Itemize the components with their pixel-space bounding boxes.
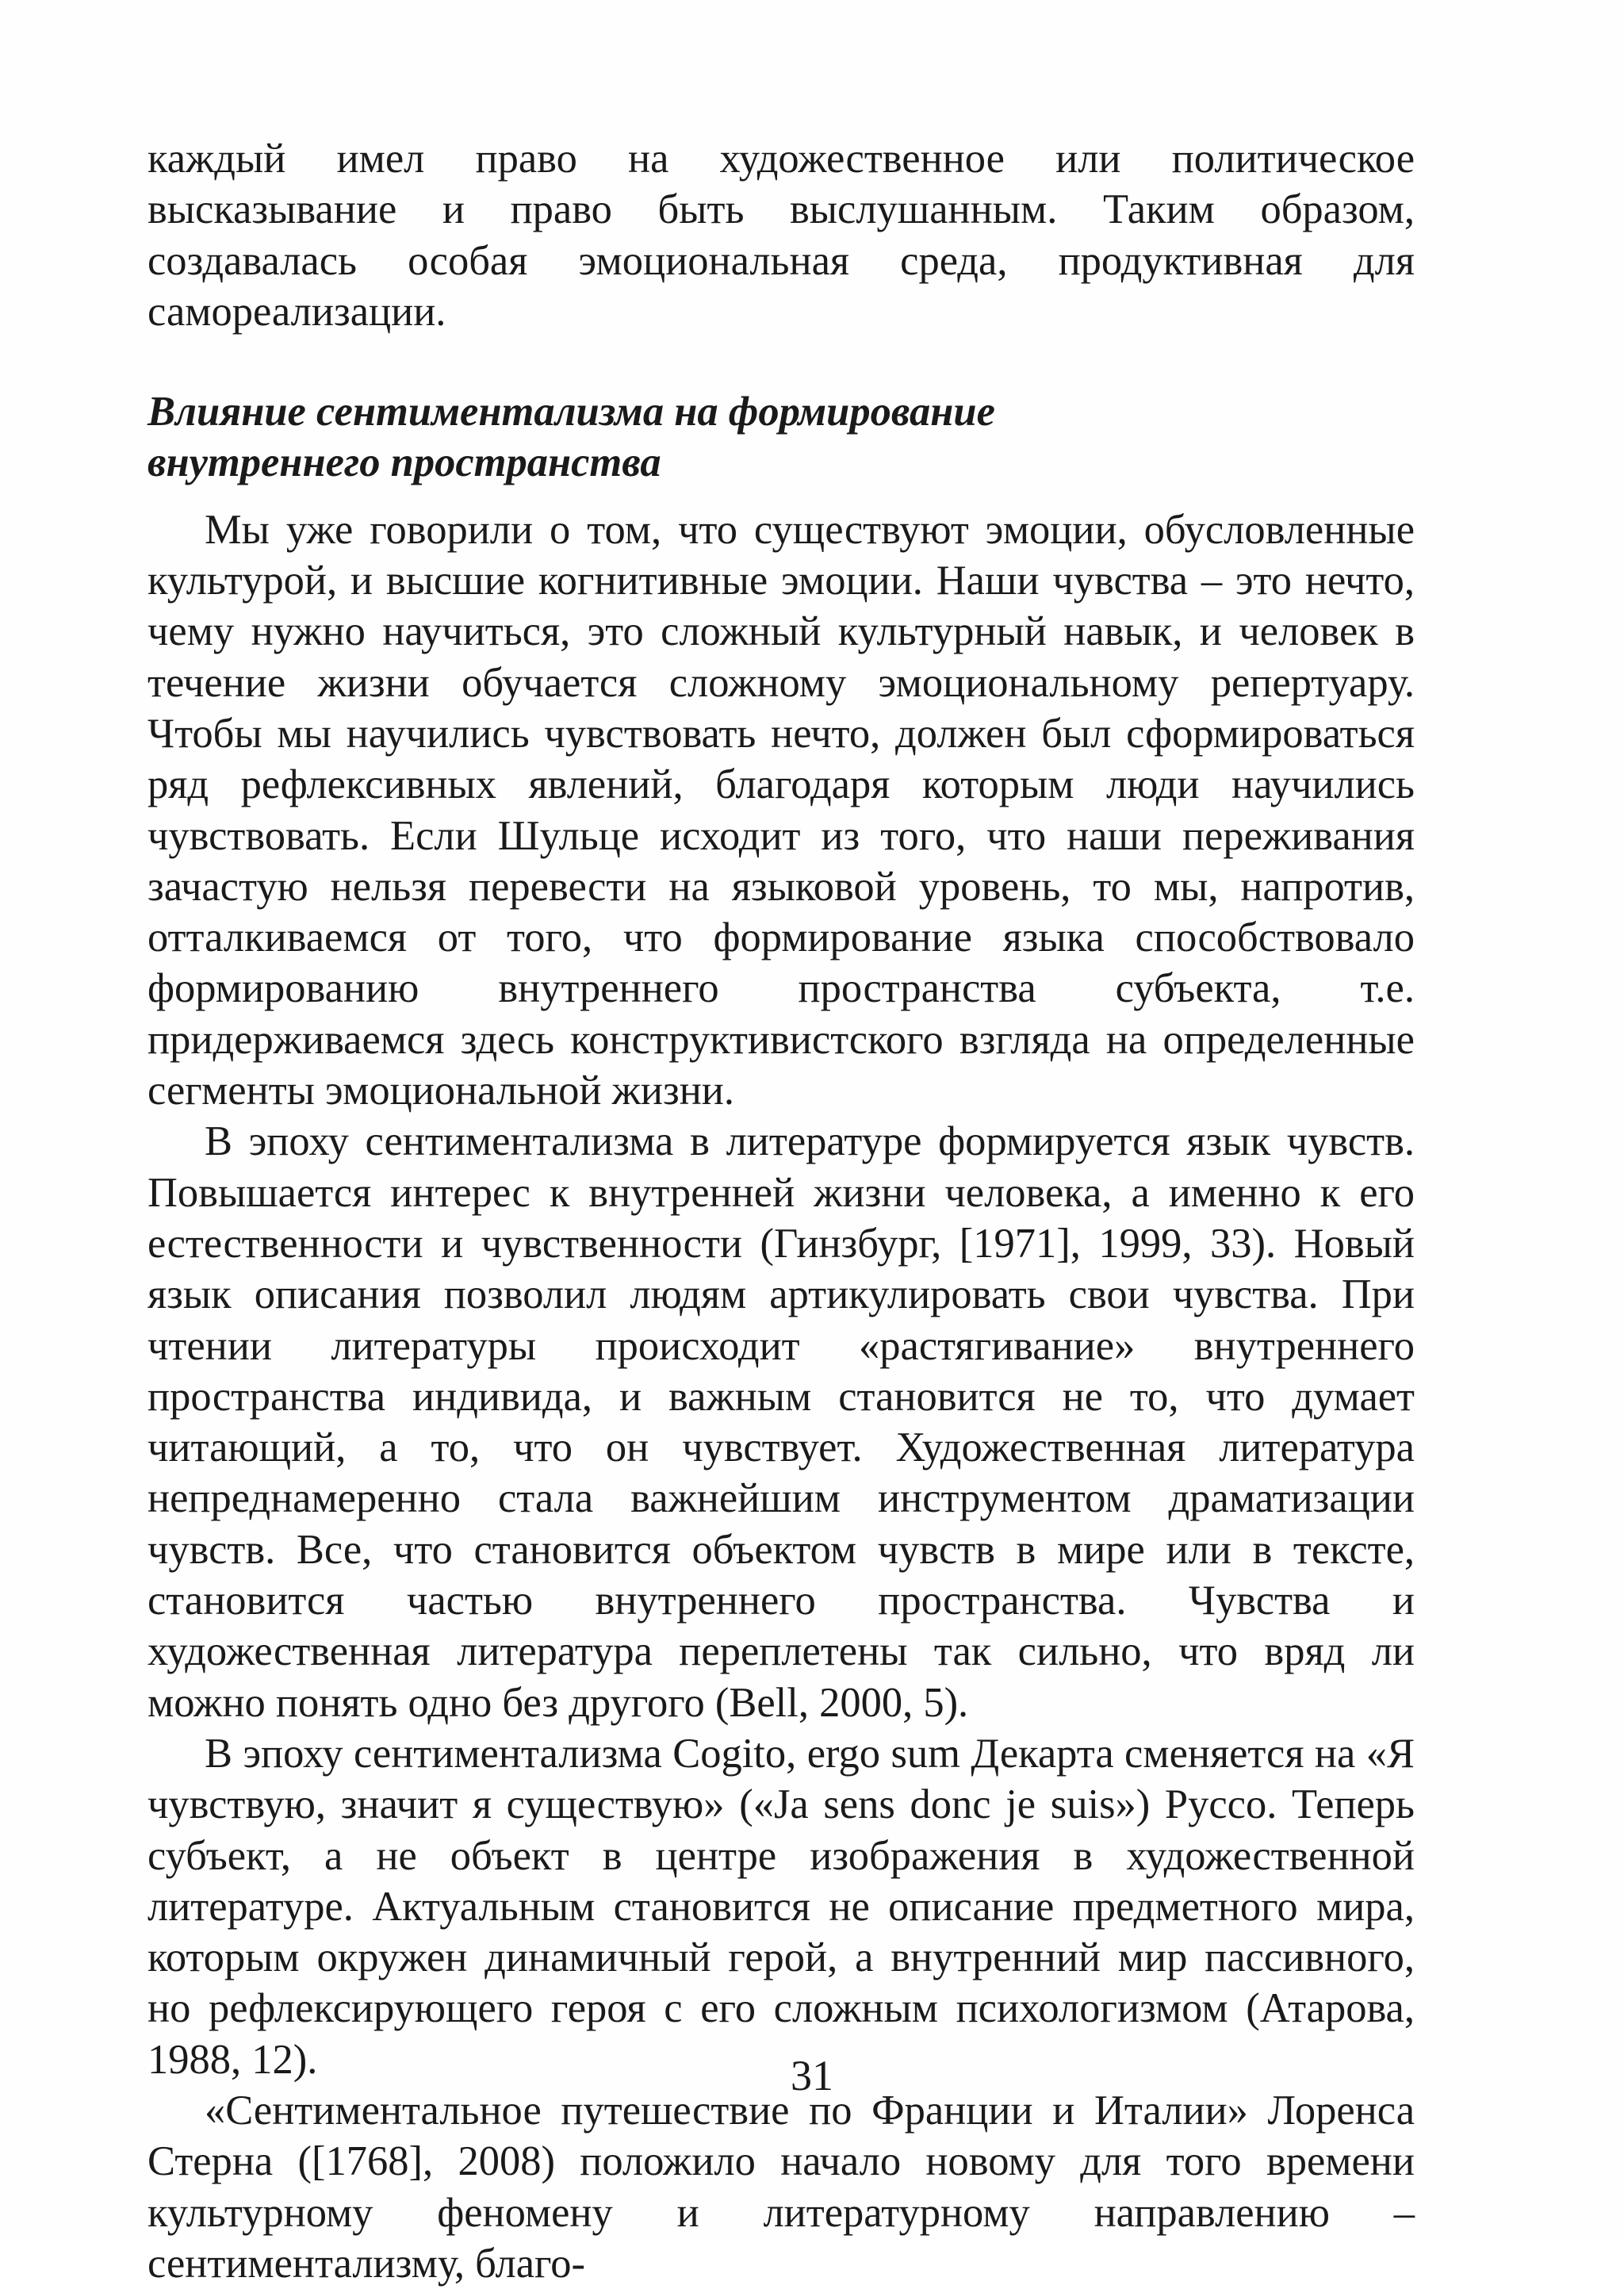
paragraph-1: Мы уже говорили о том, что существуют эмоции, обусловленные культурой, и высшие когнитивные эмоции. Наши чувства – это нечто, чему нужно научиться, это сложный культурный навык, и человек в течение жизни обучается сложному эмоциональному репертуару. Чтобы мы научились чувствовать нечто, должен был сформироваться ряд рефлексивных явлений, благодаря которым люди научились чувствовать. Если Шульце исходит из того, что наши переживания зачастую нельзя перевести на языковой уровень, то мы, напротив, отталкиваемся от того, что формирование языка способствовало формированию внутреннего пространства субъекта, т.е. придерживаемся здесь конструктивистского взгляда на определенные сегменты эмоциональной жизни. bbox=[147, 506, 1415, 1114]
section-heading-line-1: Влияние сентиментализма на формирование bbox=[147, 389, 995, 435]
paragraph-2: В эпоху сентиментализма в литературе формируется язык чувств. Повышается интерес к внутренней жизни человека, а именно к его естественности и чувственности (Гинзбург, [1971], 1999, 33). Новый язык описания позволил людям артикулировать свои чувства. При чтении литературы происходит «растягивание» внутреннего пространства индивида, и важным становится не то, что думает читающий, а то, что он чувствует. Художественная литература непреднамеренно стала важнейшим инструментом драматизации чувств. Все, что становится объектом чувств в мире или в тексте, становится частью внутреннего пространства. Чувства и художественная литература переплетены так сильно, что вряд ли можно понять одно без другого (Bell, 2000, 5). bbox=[147, 1118, 1415, 1726]
paragraph-4: «Сентиментальное путешествие по Франции и Италии» Лоренса Стерна ([1768], 2008) положило начало новому для того времени культурному феномену и литературному направлению – сентиментализму, благо- bbox=[147, 2087, 1415, 2287]
section-heading bbox=[147, 386, 1415, 489]
page-number: 31 bbox=[791, 2052, 833, 2099]
opening-paragraph: каждый имел право на художественное или политическое высказывание и право быть выслушанным. Таким образом, создавалась особая эмоциональная среда, продуктивная для самореализации. bbox=[147, 136, 1415, 335]
paragraph-3: В эпоху сентиментализма Cogito, ergo sum Декарта сменяется на «Я чувствую, значит я существую» («Ja sens donc je suis») Руссо. Теперь субъект, а не объект в центре изображения в художественной литературе. Актуальным становится не описание предметного мира, которым окружен динамичный герой, а внутренний мир пассивного, но рефлексирующего героя с его сложным психологизмом (Атарова, 1988, 12). bbox=[147, 1730, 1415, 2083]
section-heading-line-2: внутреннего пространства bbox=[147, 439, 661, 486]
page-text bbox=[147, 133, 1415, 2289]
